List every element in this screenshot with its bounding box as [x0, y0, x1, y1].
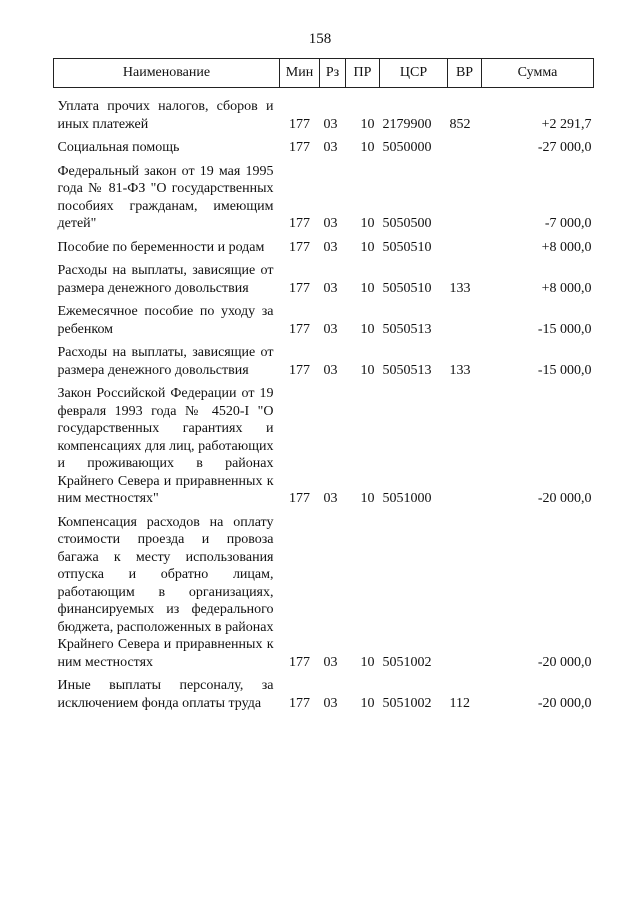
row-vr: 133: [449, 362, 471, 378]
row-name: Социальная помощь: [57, 140, 180, 155]
row-sum: -27 000,0: [537, 140, 592, 155]
table-header-row: [54, 59, 594, 88]
row-rz: 03: [323, 239, 338, 255]
row-rz: 03: [323, 216, 338, 231]
row-sum: -15 000,0: [537, 362, 592, 378]
table-row: [54, 677, 594, 718]
row-csr: 5050513: [382, 362, 432, 378]
header-csr: ЦСР: [380, 59, 448, 88]
row-pr: 10: [360, 140, 375, 155]
header-pr: ПР: [346, 59, 380, 88]
row-sum: +2 291,7: [541, 116, 592, 132]
table-row: [54, 239, 594, 263]
row-name: Расходы на выплаты, зависящие от размера денежного довольствия: [57, 263, 274, 296]
row-rz: 03: [323, 362, 338, 378]
row-vr: [448, 385, 482, 514]
row-name: Закон Российской Федерации от 19 февраля 1993 года № 4520-I "О государственных гарантиях и компенсациях для лиц, работающих и проживающих в районах Крайнего Севера и приравненных к ним местностях": [57, 386, 274, 506]
row-csr: 5051002: [382, 695, 432, 711]
row-pr: 10: [360, 216, 375, 231]
row-csr: 5050000: [382, 140, 432, 155]
table-row: [54, 163, 594, 239]
row-sum: -20 000,0: [537, 695, 592, 711]
row-pr: 10: [360, 239, 375, 255]
row-name: Пособие по беременности и родам: [57, 239, 265, 255]
row-csr: 5050510: [382, 239, 432, 255]
row-min: 177: [289, 280, 310, 296]
row-csr: 5051002: [382, 654, 432, 670]
row-name: Федеральный закон от 19 мая 1995 года № 81-ФЗ "О государственных пособиях гражданам, имеющим детей": [57, 163, 274, 231]
row-vr: 133: [449, 280, 471, 296]
row-vr: 852: [449, 116, 471, 132]
header-name: Наименование: [54, 59, 280, 88]
row-rz: 03: [323, 654, 338, 670]
row-vr: [448, 139, 482, 163]
row-min: 177: [289, 216, 310, 231]
row-pr: 10: [360, 321, 375, 337]
header-rz: Рз: [320, 59, 346, 88]
row-rz: 03: [323, 321, 338, 337]
row-sum: +8 000,0: [541, 239, 592, 255]
row-csr: 5051000: [382, 491, 432, 506]
header-vr: ВР: [448, 59, 482, 88]
table-row: [54, 385, 594, 514]
table-row: [54, 514, 594, 678]
row-min: 177: [289, 695, 310, 711]
table-row: [54, 344, 594, 385]
row-rz: 03: [323, 116, 338, 132]
row-rz: 03: [323, 140, 338, 155]
row-rz: 03: [323, 695, 338, 711]
row-csr: 5050513: [382, 321, 432, 337]
row-name: Ежемесячное пособие по уходу за ребенком: [57, 304, 274, 337]
row-sum: -15 000,0: [537, 321, 592, 337]
row-pr: 10: [360, 280, 375, 296]
row-sum: -20 000,0: [537, 654, 592, 670]
row-pr: 10: [360, 362, 375, 378]
row-vr: [448, 303, 482, 344]
row-vr: [448, 163, 482, 239]
row-pr: 10: [360, 695, 375, 711]
row-pr: 10: [360, 116, 375, 132]
row-rz: 03: [323, 491, 338, 506]
row-min: 177: [289, 239, 310, 255]
header-min: Мин: [280, 59, 320, 88]
budget-table: [53, 58, 594, 718]
row-name: Компенсация расходов на оплату стоимости проезда и провоза багажа к месту использования отпуска и обратно лицам, работающим в организациях, финансируемых из федерального бюджета, расположенных в районах Крайнего Севера и приравненных к ним местностях: [57, 514, 274, 670]
row-min: 177: [289, 116, 310, 132]
page-number: 158: [308, 31, 332, 47]
row-min: 177: [289, 140, 310, 155]
row-csr: 5050510: [382, 280, 432, 296]
row-vr: 112: [449, 695, 470, 711]
table-row: [54, 88, 594, 140]
row-csr: 5050500: [382, 216, 432, 231]
row-min: 177: [289, 654, 310, 670]
row-sum: -7 000,0: [544, 216, 592, 231]
row-sum: -20 000,0: [537, 491, 592, 506]
row-name: Уплата прочих налогов, сборов и иных платежей: [57, 99, 274, 132]
row-name: Иные выплаты персоналу, за исключением фонда оплаты труда: [57, 678, 274, 711]
row-csr: 2179900: [382, 116, 432, 132]
row-vr: [448, 514, 482, 678]
row-min: 177: [289, 362, 310, 378]
row-pr: 10: [360, 654, 375, 670]
table-row: [54, 139, 594, 163]
table-row: [54, 303, 594, 344]
row-min: 177: [289, 321, 310, 337]
row-min: 177: [289, 491, 310, 506]
header-sum: Сумма: [482, 59, 594, 88]
row-name: Расходы на выплаты, зависящие от размера денежного довольствия: [57, 345, 274, 378]
row-rz: 03: [323, 280, 338, 296]
table-row: [54, 262, 594, 303]
table-body: [54, 88, 594, 719]
row-pr: 10: [360, 491, 375, 506]
row-sum: +8 000,0: [541, 280, 592, 296]
row-vr: [448, 239, 482, 263]
